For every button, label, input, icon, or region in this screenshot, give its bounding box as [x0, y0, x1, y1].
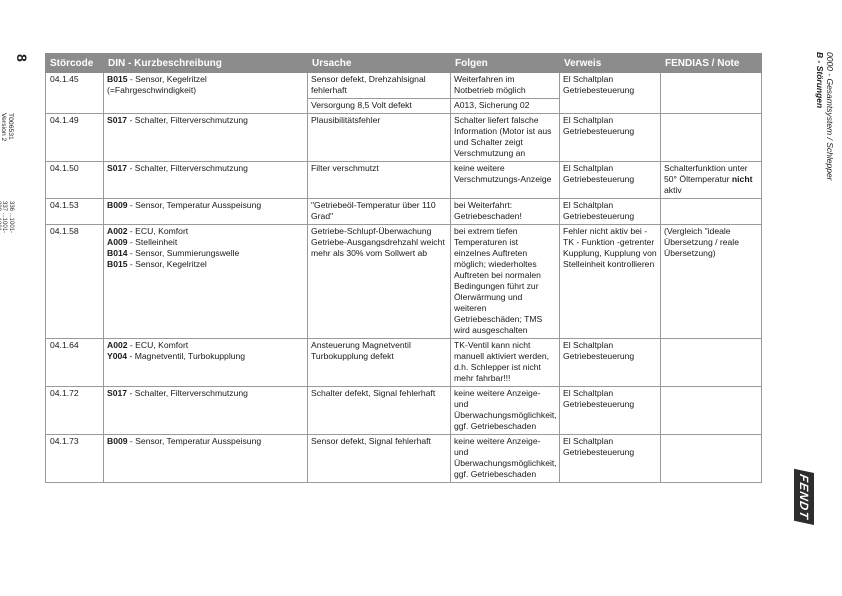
fault-consequence: TK-Ventil kann nicht manuell aktiviert werden, d.h. Schlepper ist nicht mehr fahrbar!!! — [451, 339, 560, 387]
column-header-reference: Verweis — [560, 54, 661, 73]
din-line — [107, 226, 304, 237]
table-header-row — [46, 54, 762, 73]
column-header-din: DIN - Kurzbeschreibung — [104, 54, 308, 73]
document-version: Version 2 — [0, 113, 7, 142]
component-code: B009 — [107, 200, 128, 210]
fault-reference: El Schaltplan Getriebesteuerung — [560, 73, 661, 114]
fault-code: 04.1.64 — [46, 339, 104, 387]
din-line — [107, 115, 304, 126]
component-code: B009 — [107, 436, 128, 446]
component-code: S017 — [107, 115, 128, 125]
din-description — [104, 162, 308, 199]
fault-cause: Versorgung 8,5 Volt defekt — [308, 99, 451, 114]
component-code: S017 — [107, 388, 128, 398]
fault-code: 04.1.72 — [46, 387, 104, 435]
model-code: 336 ...1001- — [8, 201, 14, 234]
din-line — [107, 74, 304, 85]
component-description: (=Fahrgeschwindigkeit) — [107, 85, 197, 95]
din-line — [107, 340, 304, 351]
fault-consequence: keine weitere Verschmutzungs-Anzeige — [451, 162, 560, 199]
component-code: A002 — [107, 340, 128, 350]
fault-reference: El Schaltplan Getriebesteuerung — [560, 199, 661, 225]
section-header — [815, 52, 835, 181]
din-line — [107, 248, 304, 259]
component-description: - Sensor, Temperatur Ausspeisung — [127, 436, 262, 446]
component-description: - Sensor, Summierungswelle — [127, 248, 240, 258]
fault-reference: El Schaltplan Getriebesteuerung — [560, 162, 661, 199]
fault-code: 04.1.73 — [46, 435, 104, 483]
din-description — [104, 73, 308, 114]
model-codes — [0, 201, 14, 233]
fault-consequence: keine weitere Anzeige- und Überwachungsmöglichkeit, ggf. Getriebeschaden — [451, 387, 560, 435]
fault-reference: El Schaltplan Getriebesteuerung — [560, 387, 661, 435]
component-code: A009 — [107, 237, 128, 247]
component-code: B015 — [107, 74, 128, 84]
din-description — [104, 435, 308, 483]
fault-code: 04.1.49 — [46, 114, 104, 162]
din-description — [104, 114, 308, 162]
component-description: - Schalter, Filterverschmutzung — [127, 115, 248, 125]
component-description: - Sensor, Temperatur Ausspeisung — [127, 200, 262, 210]
section-title: 0000 - Gesamtsystem / Schlepper — [825, 52, 835, 181]
model-code: 337 ...1001- — [1, 201, 8, 234]
component-code: B014 — [107, 248, 128, 258]
component-description: - ECU, Komfort — [127, 226, 189, 236]
table-row — [46, 225, 762, 339]
fault-reference: El Schaltplan Getriebesteuerung — [560, 339, 661, 387]
table-row — [46, 435, 762, 483]
note-text: Schalterfunktion unter 50° Öltemperatur — [664, 163, 748, 184]
fault-cause: "Getriebeöl-Temperatur über 110 Grad" — [308, 199, 451, 225]
din-line — [107, 200, 304, 211]
fault-cause: Schalter defekt, Signal fehlerhaft — [308, 387, 451, 435]
din-line — [107, 388, 304, 399]
component-code: B015 — [107, 259, 128, 269]
fault-note — [661, 339, 762, 387]
component-description: - Sensor, Kegelritzel — [127, 74, 207, 84]
fault-code: 04.1.53 — [46, 199, 104, 225]
fault-cause: Ansteuerung Magnetventil Turbokupplung defekt — [308, 339, 451, 387]
document-meta — [0, 113, 14, 148]
fault-note — [661, 114, 762, 162]
fault-consequence: Schalter liefert falsche Information (Motor ist aus und Schalter zeigt Verschmutzung an — [451, 114, 560, 162]
page-number: 8 — [14, 54, 30, 62]
fault-consequence: keine weitere Anzeige- und Überwachungsmöglichkeit, ggf. Getriebeschaden — [451, 435, 560, 483]
column-header-consequence: Folgen — [451, 54, 560, 73]
table-row — [46, 114, 762, 162]
fault-consequence: A013, Sicherung 02 — [451, 99, 560, 114]
note-emphasis: nicht — [731, 174, 753, 184]
fault-cause: Plausibilitätsfehler — [308, 114, 451, 162]
brand-logo: FENDT — [794, 469, 814, 525]
fault-reference: El Schaltplan Getriebesteuerung — [560, 435, 661, 483]
component-code: Y004 — [107, 351, 128, 361]
component-description: - Magnetventil, Turbokupplung — [127, 351, 246, 361]
din-line — [107, 237, 304, 248]
fault-consequence: bei Weiterfahrt: Getriebeschaden! — [451, 199, 560, 225]
fault-consequence: Weiterfahren im Notbetrieb möglich — [451, 73, 560, 99]
fault-cause: Sensor defekt, Drehzahlsignal fehlerhaft — [308, 73, 451, 99]
fault-note — [661, 387, 762, 435]
din-line — [107, 259, 304, 270]
fault-consequence: bei extrem tiefen Temperaturen ist einzelnes Auftreten möglich; wiederholtes Auftreten bei normalen Bedingungen führt zur Ölerwärmung und weiteren Getriebeschäden; TMS wird ausgeschalten — [451, 225, 560, 339]
table-row — [46, 339, 762, 387]
fault-code-table — [45, 53, 762, 483]
fault-note — [661, 199, 762, 225]
din-description — [104, 225, 308, 339]
table-row — [46, 162, 762, 199]
fault-reference: El Schaltplan Getriebesteuerung — [560, 114, 661, 162]
component-description: - ECU, Komfort — [127, 340, 189, 350]
fault-cause: Getriebe-Schlupf-Überwachung Getriebe-Ausgangsdrehzahl weicht mehr als 30% vom Sollwert ab — [308, 225, 451, 339]
fault-code: 04.1.58 — [46, 225, 104, 339]
fault-note — [661, 435, 762, 483]
din-line — [107, 351, 304, 362]
fault-note — [661, 73, 762, 114]
table-row — [46, 199, 762, 225]
fault-note: (Vergleich "ideale Übersetzung / reale Übersetzung) — [661, 225, 762, 339]
model-code — [0, 201, 1, 233]
table-row — [46, 387, 762, 435]
fault-cause: Sensor defekt, Signal fehlerhaft — [308, 435, 451, 483]
note-text: aktiv — [664, 185, 682, 195]
component-description: - Schalter, Filterverschmutzung — [127, 388, 248, 398]
fault-cause: Filter verschmutzt — [308, 162, 451, 199]
fault-note — [661, 162, 762, 199]
column-header-code: Störcode — [46, 54, 104, 73]
din-description — [104, 339, 308, 387]
section-subtitle: B - Störungen — [815, 52, 825, 109]
component-description: - Stelleinheit — [127, 237, 178, 247]
din-line — [107, 163, 304, 174]
fault-reference: Fehler nicht aktiv bei -TK - Funktion -getrenter Kupplung, Kupplung von Stelleinheit kontrollieren — [560, 225, 661, 339]
table-row — [46, 73, 762, 99]
din-description — [104, 387, 308, 435]
component-description: - Schalter, Filterverschmutzung — [127, 163, 248, 173]
fault-code: 04.1.50 — [46, 162, 104, 199]
fault-code: 04.1.45 — [46, 73, 104, 114]
din-description — [104, 199, 308, 225]
component-code: S017 — [107, 163, 128, 173]
component-code: A002 — [107, 226, 128, 236]
document-id: T006531 — [7, 113, 14, 140]
column-header-cause: Ursache — [308, 54, 451, 73]
din-line — [107, 85, 304, 96]
component-description: - Sensor, Kegelritzel — [127, 259, 207, 269]
din-line — [107, 436, 304, 447]
column-header-note: FENDIAS / Note — [661, 54, 762, 73]
